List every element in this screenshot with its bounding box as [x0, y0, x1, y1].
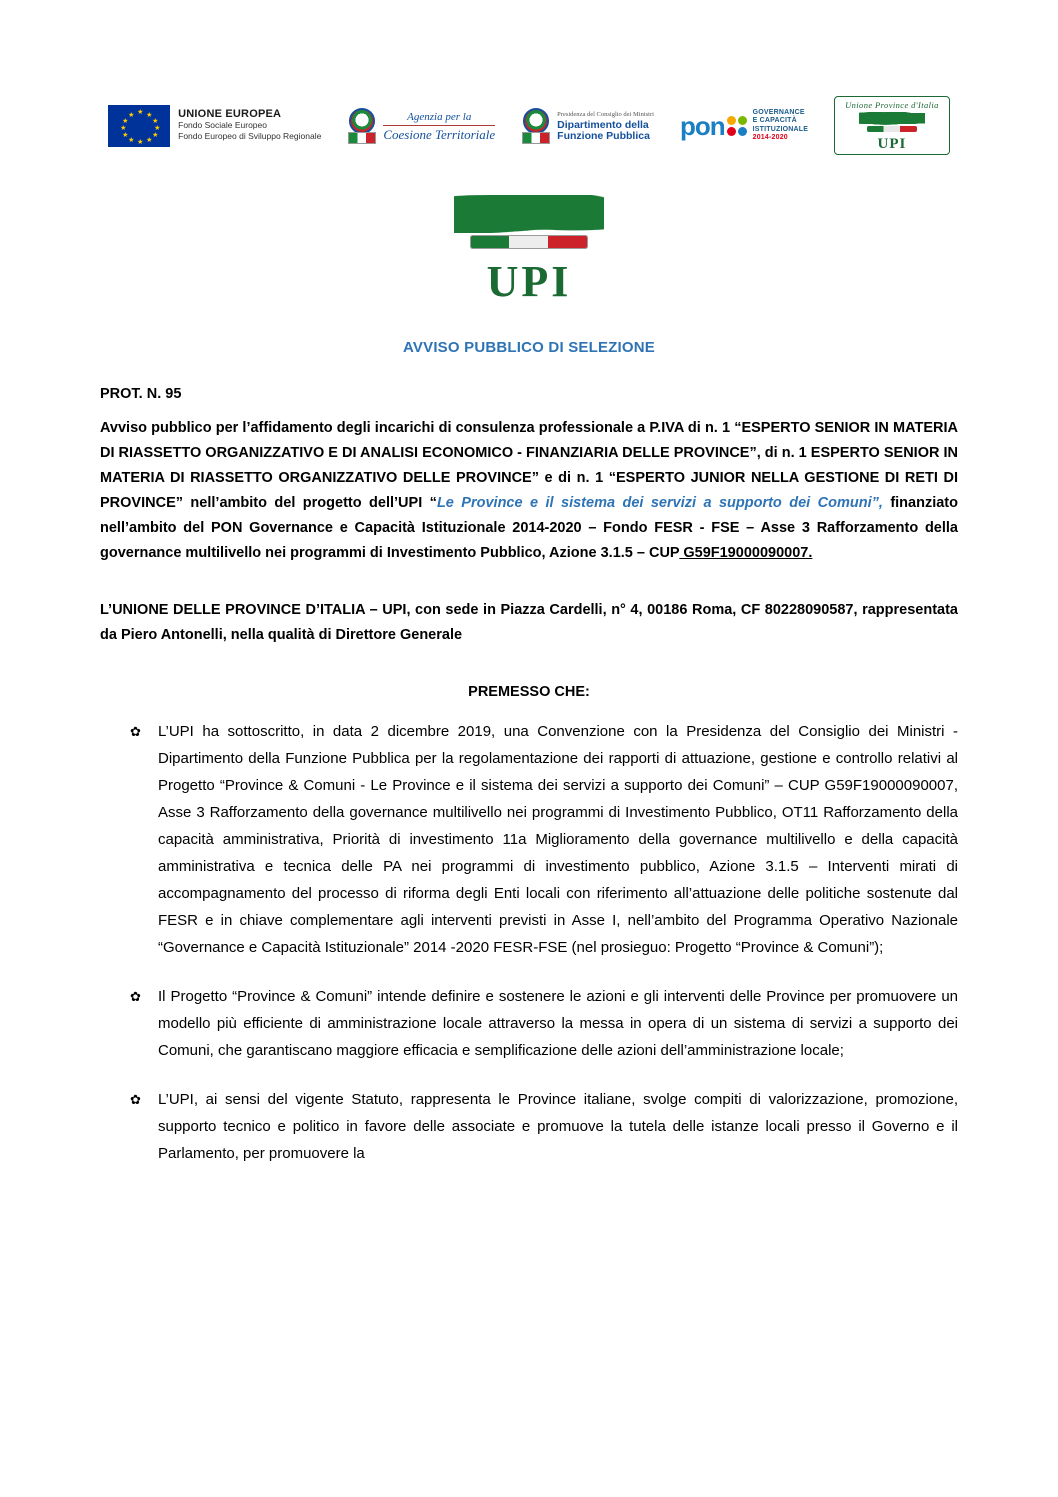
- eu-logo: [108, 105, 321, 147]
- pon-logo-word: pon: [679, 110, 725, 141]
- protocol-number: PROT. N. 95: [100, 386, 182, 402]
- premesso-list: [100, 718, 958, 1167]
- premesso-heading: PREMESSO CHE:: [468, 684, 590, 700]
- agenzia-logo-line2: Coesione Territoriale: [383, 126, 496, 142]
- list-item: ✿ L’UPI, ai sensi del vigente Statuto, rappresenta le Province italiane, svolge compiti di valorizzazione, promozione, supporto tecnico e politico in favore delle associate e promuove la tutela delle istanze locali presso il Governo e il Parlamento, per promuovere la: [158, 1086, 958, 1167]
- eu-logo-title: UNIONE EUROPEA: [178, 108, 282, 120]
- document-body: [0, 339, 1058, 1249]
- list-item: ✿ L’UPI ha sottoscritto, in data 2 dicembre 2019, una Convenzione con la Presidenza del Consiglio dei Ministri - Dipartimento della Funzione Pubblica per la regolamentazione dei rapporti di attuazione, gestione e controllo relativi al Progetto “Province & Comuni - Le Province e il sistema dei servizi a supporto dei Comuni” – CUP G59F19000090007, Asse 3 Rafforzamento della governance multilivello nei programmi di Investimento Pubblico, OT11 Rafforzamento della capacità amministrativa, Priorità di investimento 11a Miglioramento della governance multilivello e della capacità amministrativa e tecnica delle PA nei programmi di investimento pubblico, Azione 3.1.5 – Interventi mirati di accompagnamento del processo di riforma degli Enti locali con riferimento all’attuazione delle politiche sostenute dal FESR e in chiave complementare agli interventi previsti in Asse I, nell’ambito del Programma Operativo Nazionale “Governance e Capacità Istituzionale” 2014 -2020 FESR-FSE (nel prosieguo: Progetto “Province & Comuni”);: [158, 718, 958, 961]
- agenzia-coesione-logo: [347, 106, 495, 146]
- agenzia-logo-line1: Agenzia per la: [407, 110, 472, 123]
- upi-logo-small: [834, 96, 950, 155]
- entity-paragraph: L’UNIONE DELLE PROVINCE D’ITALIA – UPI, con sede in Piazza Cardelli, n° 4, 00186 Roma, CF 80228090587, rappresentata da Piero Antonelli, nella qualità di Direttore Generale: [100, 602, 958, 643]
- list-item: ✿ Il Progetto “Province & Comuni” intende definire e sostenere le azioni e gli interventi delle Province per promuovere un modello più efficiente di amministrazione locale attraverso la messa in opera di un sistema di servizi a supporto dei Comuni, che garantiscano maggiore efficacia e semplificazione delle azioni dell’amministrazione locale;: [158, 983, 958, 1064]
- page-title: AVVISO PUBBLICO DI SELEZIONE: [402, 339, 656, 356]
- upi-large-word: UPI: [486, 257, 572, 306]
- dipartimento-logo-line2: Dipartimento della: [557, 119, 649, 131]
- intro-part2: finanziato nell’ambito del PON Governance e Capacità Istituzionale 2014-2020 – Fondo FESR - FSE – Asse 3 Rafforzamento della governance multilivello nei programmi di Investimento Pubblico, Azione 3.1.5 – CUP: [100, 495, 958, 561]
- pon-logo: [680, 109, 808, 143]
- republic-emblem-icon: [521, 106, 551, 146]
- upi-small-arc-text: Unione Province d'Italia: [845, 100, 939, 110]
- header-logo-strip: [0, 0, 1058, 155]
- eu-logo-line3: Fondo Europeo di Sviluppo Regionale: [178, 131, 322, 141]
- pon-mark-icon: [679, 110, 747, 141]
- eu-logo-line2: Fondo Sociale Europeo: [178, 120, 267, 130]
- intro-part1: Avviso pubblico per l’affidamento degli incarichi di consulenza professionale a P.IVA di n. 1 “ESPERTO SENIOR IN MATERIA DI RIASSETTO ORGANIZZATIVO E DI ANALISI ECONOMICO - FINANZIARIA DELLE PROVINCE”, di n. 1 ESPERTO SENIOR IN MATERIA DI RIASSETTO ORGANIZZATIVO DELLE PROVINCE” e di n. 1 “ESPERTO JUNIOR NELLA GESTIONE DI RETI DI PROVINCE” nell’ambito del progetto dell’UPI “: [100, 420, 958, 511]
- eu-flag-icon: ★ ★ ★ ★ ★ ★ ★ ★ ★ ★ ★ ★: [108, 105, 170, 147]
- laurel-wreath-large-icon: [454, 195, 604, 257]
- intro-highlight: Le Province e il sistema dei servizi a supporto dei Comuni”,: [436, 495, 883, 511]
- dipartimento-funzione-pubblica-logo: [521, 106, 654, 146]
- upi-logo-large: [434, 195, 624, 305]
- republic-emblem-icon: [347, 106, 377, 146]
- pon-logo-line2: E CAPACITÀ: [752, 117, 797, 124]
- upi-small-word: UPI: [877, 136, 907, 152]
- intro-paragraph: [100, 416, 958, 566]
- dipartimento-logo-line3: Funzione Pubblica: [557, 130, 650, 142]
- laurel-wreath-icon: [859, 110, 925, 136]
- pon-logo-line1: GOVERNANCE: [752, 108, 805, 116]
- pon-logo-line3: ISTITUZIONALE: [752, 125, 809, 133]
- dipartimento-logo-line1: Presidenza del Consiglio dei Ministri: [557, 111, 654, 118]
- intro-cup-code: G59F19000090007.: [679, 545, 813, 561]
- pon-logo-line4: 2014-2020: [752, 134, 788, 141]
